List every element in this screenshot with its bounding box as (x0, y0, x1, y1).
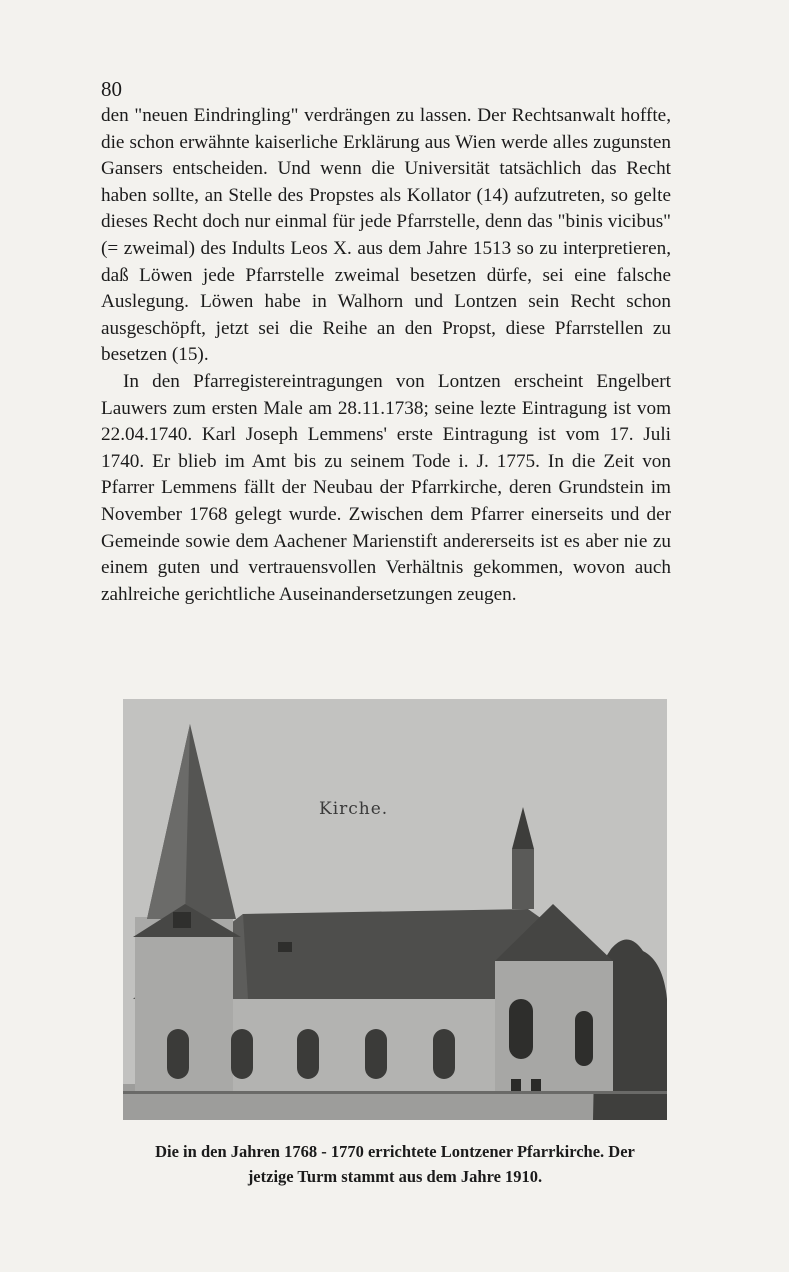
church-drawing (123, 699, 667, 1120)
paragraph-2: In den Pfarregistereintragungen von Lontzen erscheint Engelbert Lauwers zum ersten Male am 28.11.1738; seine lezte Eintragung ist vom 22.04.1740. Karl Joseph Lemmens' erste Eintragung ist vom 17. Juli 1740. Er blieb im Amt bis zu seinem Tode i. J. 1775. In die Zeit von Pfarrer Lemmens fällt der Neubau der Pfarrkirche, deren Grundstein im November 1768 gelegt wurde. Zwischen dem Pfarrer einerseits und der Gemeinde sowie dem Aachener Marienstift andererseits ist es aber nie zu einem guten und vertrauensvollen Verhältnis gekommen, wovon auch zahlreiche gerichtliche Auseinandersetzungen zeugen. (101, 370, 671, 605)
church-photo (123, 699, 667, 1120)
body-text (101, 103, 671, 608)
caption-line-1: Die in den Jahren 1768 - 1770 errichtete Lontzener Pfarrkirche. Der (155, 1142, 635, 1161)
page-number: 80 (101, 77, 122, 101)
photo-label: Kirche. (319, 799, 389, 819)
paragraph-1: den "neuen Eindringling" verdrängen zu lassen. Der Rechtsanwalt hoffte, die schon erwähnte kaiserliche Erklärung aus Wien werde alles zugunsten Gansers entscheiden. Und wenn die Universität tatsächlich das Recht haben sollte, an Stelle des Propstes als Kollator (14) aufzutreten, so gelte dieses Recht doch nur einmal für jede Pfarrstelle, denn das "binis vicibus" (= zweimal) des Indults Leos X. aus dem Jahre 1513 so zu interpretieren, daß Löwen jede Pfarrstelle zweimal besetzen dürfe, sei eine falsche Auslegung. Löwen habe in Walhorn und Lontzen sein Recht schon ausgeschöpft, jetzt sei die Reihe an den Propst, diese Pfarrstellen zu besetzen (15). (101, 105, 671, 366)
caption-line-2: jetzige Turm stammt aus dem Jahre 1910. (247, 1167, 543, 1186)
figure-caption (110, 1139, 680, 1189)
